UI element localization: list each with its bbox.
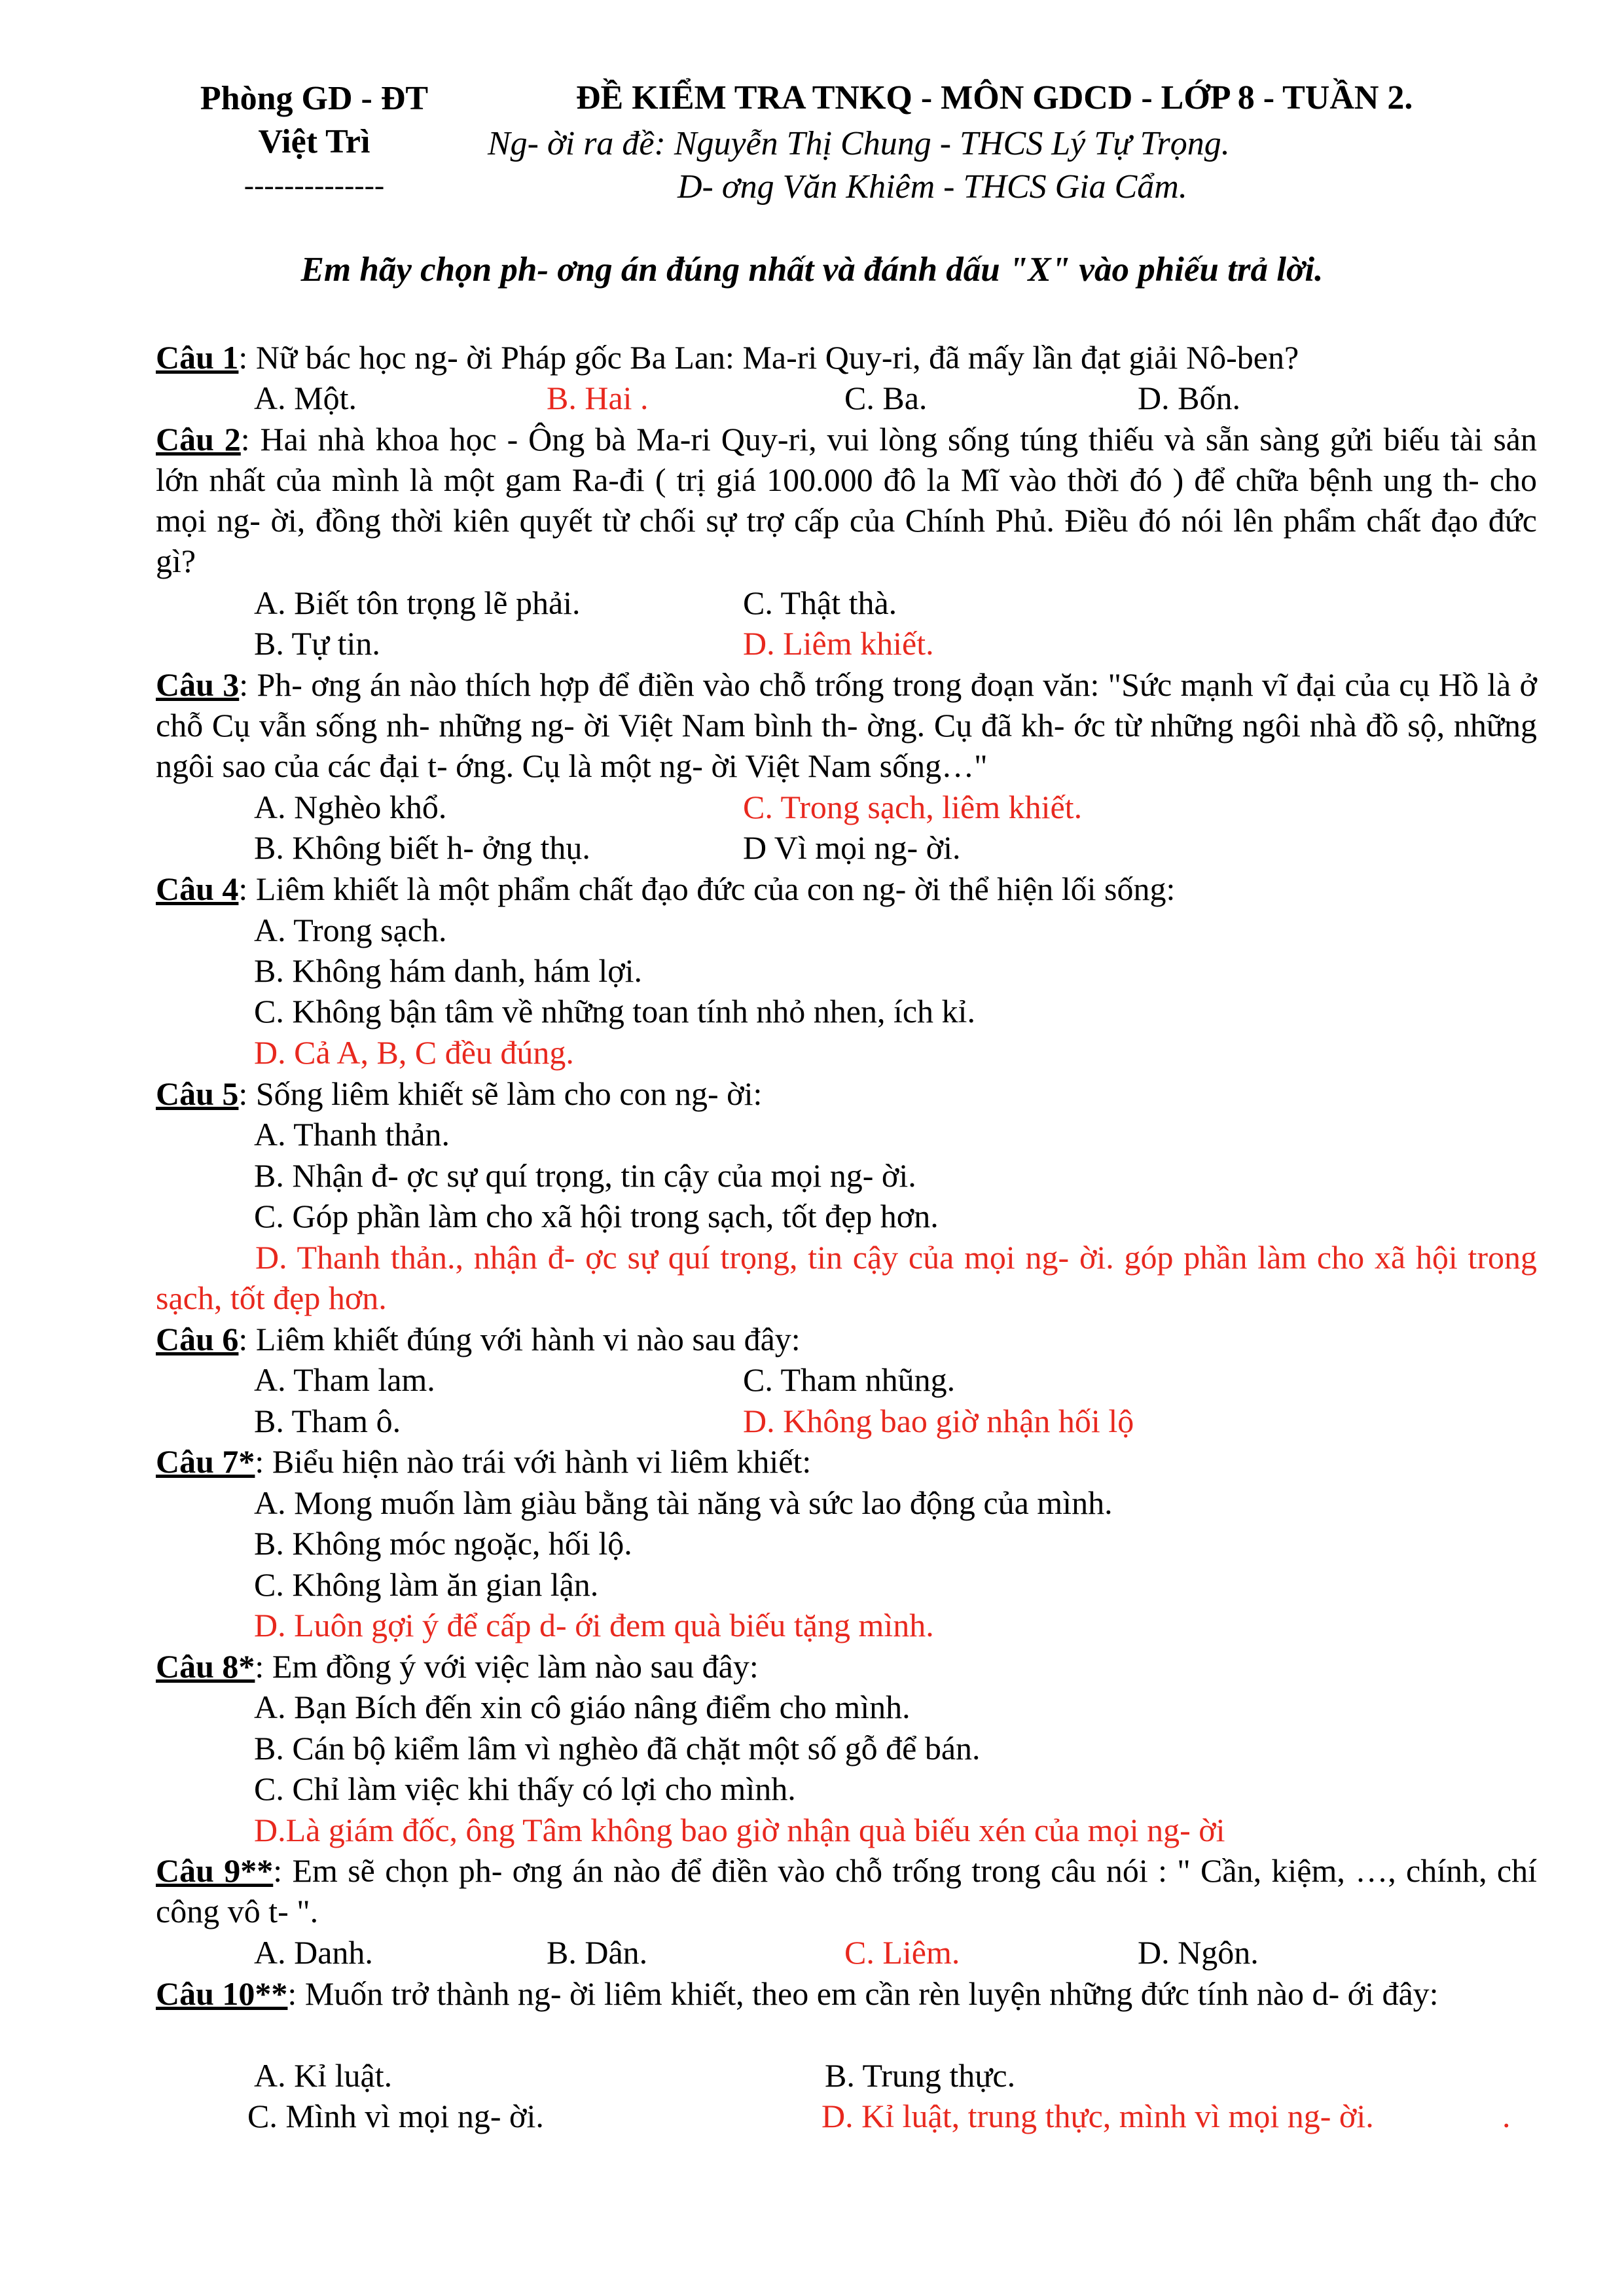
option-c: C. Chỉ làm việc khi thấy có lợi cho mình. [254, 1770, 796, 1807]
instruction: Em hãy chọn ph- ơng án đúng nhất và đánh dấu "X" vào phiếu trả lời. [300, 251, 1324, 289]
question-label: Câu 8* [156, 1648, 255, 1685]
option-c: C. Tham nhũng. [743, 1361, 956, 1398]
department-name: Phòng GD - ĐT [200, 80, 429, 117]
option-a: A. Thanh thản. [254, 1116, 450, 1153]
option-b: B. Tham ô. [254, 1403, 401, 1439]
option-a: A. Một. [254, 380, 357, 416]
question-label: Câu 7* [156, 1443, 255, 1480]
option-b: B. Trung thực. [825, 2057, 1016, 2094]
question-8 [156, 1646, 1537, 1687]
option-a: A. Bạn Bích đến xin cô giáo nâng điểm cho mình. [254, 1689, 911, 1725]
question-1 [156, 337, 1537, 378]
option-d: D. Bốn. [1138, 380, 1240, 416]
department-divider: -------------- [244, 168, 385, 202]
question-text: : Liêm khiết là một phẩm chất đạo đức của con ng- ời thể hiện lối sống: [238, 870, 1176, 907]
option-b: B. Cán bộ kiểm lâm vì nghèo đã chặt một số gỗ để bán. [254, 1730, 981, 1767]
option-d: D Vì mọi ng- ời. [743, 829, 961, 866]
question-5 [156, 1073, 1537, 1114]
option-d: D. Ngôn. [1138, 1934, 1259, 1971]
option-a: A. Mong muốn làm giàu bằng tài năng và sức lao động của mình. [254, 1484, 1113, 1521]
trailing-dot: . [1502, 2098, 1511, 2134]
question-label: Câu 1 [156, 339, 239, 376]
question-text: : Sống liêm khiết sẽ làm cho con ng- ời: [238, 1075, 763, 1112]
option-a: A. Danh. [254, 1934, 373, 1971]
question-text: : Em đồng ý với việc làm nào sau đây: [255, 1648, 759, 1685]
option-c: C. Không bận tâm về những toan tính nhỏ nhen, ích kỉ. [254, 993, 975, 1030]
author-line-2: D- ơng Văn Khiêm - THCS Gia Cẩm. [677, 168, 1187, 206]
option-b: B. Không móc ngoặc, hối lộ. [254, 1525, 632, 1562]
question-label: Câu 2 [156, 421, 241, 457]
question-6 [156, 1319, 1537, 1359]
option-c: C. Góp phần làm cho xã hội trong sạch, tốt đẹp hơn. [254, 1198, 939, 1234]
option-d-answer: D. Cả A, B, C đều đúng. [254, 1034, 574, 1071]
question-label: Câu 6 [156, 1321, 239, 1357]
option-a: A. Biết tôn trọng lẽ phải. [254, 584, 581, 621]
option-d-answer: D. Thanh thản., nhận đ- ợc sự quí trọng, tin cậy của mọi ng- ời. góp phần làm cho xã hội trong sạch, tốt đẹp hơn. [156, 1239, 1537, 1316]
question-7 [156, 1441, 1537, 1482]
option-c: C. Thật thà. [743, 584, 897, 621]
question-text: : Biểu hiện nào trái với hành vi liêm khiết: [255, 1443, 812, 1480]
question-text: : Hai nhà khoa học - Ông bà Ma-ri Quy-ri, vui lòng sống túng thiếu và sẵn sàng gửi biếu tài sản lớn nhất của mình là một gam Ra-đi ( trị giá 100.000 đô la Mĩ vào thời đó ) để chữa bệnh ung th- cho mọi ng- ời, đồng thời kiên quyết từ chối sự trợ cấp của Chính Phủ. Điều đó nói lên phẩm chất đạo đức gì? [156, 421, 1537, 579]
question-text: : Liêm khiết đúng với hành vi nào sau đây: [238, 1321, 801, 1357]
option-c-answer: C. Liêm. [844, 1934, 960, 1971]
option-c: C. Không làm ăn gian lận. [254, 1566, 599, 1603]
option-c: C. Ba. [844, 380, 928, 416]
option-b: B. Không biết h- ởng thụ. [254, 829, 590, 866]
option-d-answer: D. Liêm khiết. [743, 625, 934, 662]
option-a: A. Nghèo khổ. [254, 789, 447, 825]
option-b: B. Dân. [547, 1934, 648, 1971]
option-c-answer: C. Trong sạch, liêm khiết. [743, 789, 1083, 825]
option-d-answer: D. Không bao giờ nhận hối lộ [743, 1403, 1134, 1439]
option-a: A. Kỉ luật. [254, 2057, 393, 2094]
question-text: : Nữ bác học ng- ời Pháp gốc Ba Lan: Ma-ri Quy-ri, đã mấy lần đạt giải Nô-ben? [238, 339, 1299, 376]
author-line-1: Ng- ời ra đề: Nguyễn Thị Chung - THCS Lý Tự Trọng. [488, 125, 1230, 162]
option-b: B. Không hám danh, hám lợi. [254, 952, 643, 989]
option-a: A. Trong sạch. [254, 912, 447, 948]
option-d-answer: D. Kỉ luật, trung thực, mình vì mọi ng- ời. [821, 2098, 1374, 2134]
department-city: Việt Trì [258, 123, 370, 160]
question-text: : Muốn trở thành ng- ời liêm khiết, theo em cần rèn luyện những đức tính nào d- ới đây: [287, 1975, 1439, 2012]
option-b: B. Nhận đ- ợc sự quí trọng, tin cậy của mọi ng- ời. [254, 1157, 916, 1194]
question-text: : Ph- ơng án nào thích hợp để điền vào chỗ trống trong đoạn văn: "Sức mạnh vĩ đại của cụ Hồ là ở chỗ Cụ vẫn sống nh- những ng- ời Việt Nam bình th- ờng. Cụ đã kh- ớc từ những ngôi nhà đồ sộ, những ngôi sao của các đại t- ớng. Cụ là một ng- ời Việt Nam sống…" [156, 666, 1537, 784]
option-d-answer: D. Luôn gợi ý để cấp d- ới đem quà biếu tặng mình. [254, 1607, 934, 1643]
question-2 [156, 419, 1537, 581]
question-label: Câu 4 [156, 870, 239, 907]
question-label: Câu 3 [156, 666, 240, 703]
question-text: : Em sẽ chọn ph- ơng án nào để điền vào chỗ trống trong câu nói : " Cần, kiệm, …, chính, chí công vô t- ". [156, 1852, 1538, 1929]
department-block [167, 77, 461, 207]
option-b-answer: B. Hai . [547, 380, 649, 416]
question-3 [156, 664, 1537, 786]
question-label: Câu 5 [156, 1075, 239, 1112]
option-b: B. Tự tin. [254, 625, 380, 662]
question-10 [156, 1973, 1537, 2014]
question-9 [156, 1850, 1537, 1931]
question-label: Câu 9** [156, 1852, 274, 1889]
option-c: C. Mình vì mọi ng- ời. [247, 2098, 544, 2134]
question-4 [156, 869, 1537, 909]
question-label: Câu 10** [156, 1975, 288, 2012]
option-d-answer: D.Là giám đốc, ông Tâm không bao giờ nhận quà biếu xén của mọi ng- ời [254, 1812, 1225, 1848]
exam-title: ĐỀ KIỂM TRA TNKQ - MÔN GDCD - LỚP 8 - TUẦN 2. [576, 79, 1413, 117]
option-a: A. Tham lam. [254, 1361, 435, 1398]
